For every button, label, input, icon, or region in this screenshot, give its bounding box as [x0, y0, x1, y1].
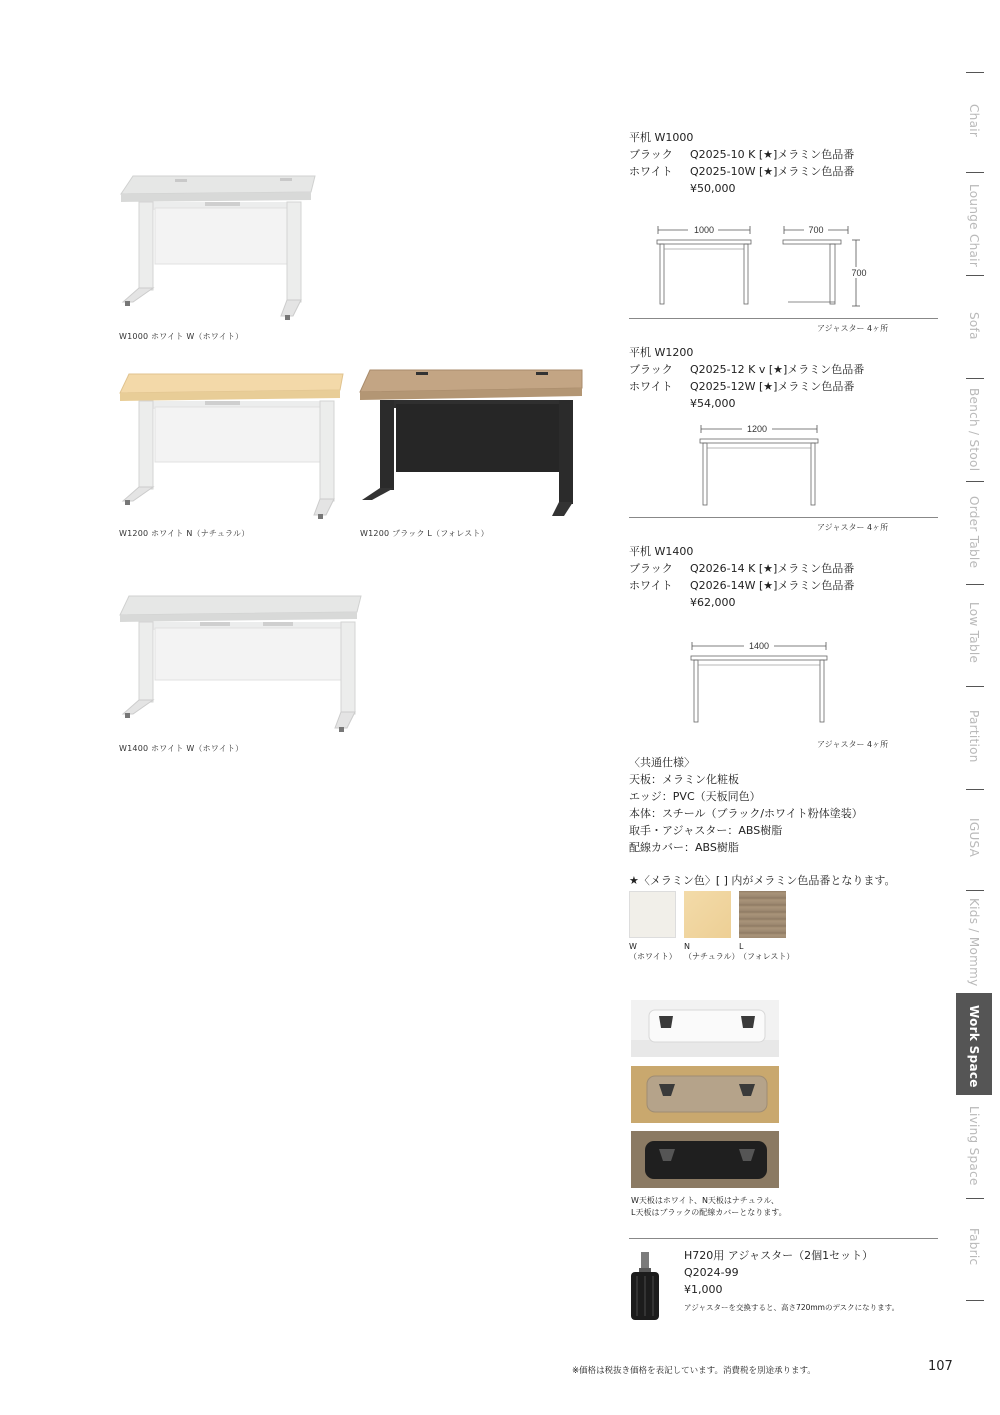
adjuster-note: アジャスター 4ヶ所 — [817, 324, 889, 333]
index-item-fabric[interactable] — [956, 1228, 992, 1272]
caption-w1200-forest: W1200 ブラック L（フォレスト） — [360, 529, 489, 538]
width-label: 1200 — [746, 424, 768, 434]
index-item-partition[interactable] — [956, 710, 992, 766]
color-label: ホワイト — [629, 380, 673, 393]
swatch-white — [629, 891, 676, 938]
caption-w1400-white: W1400 ホワイト W（ホワイト） — [119, 744, 244, 753]
index-separator — [966, 378, 984, 379]
index-label: Order Table — [967, 496, 981, 569]
index-label: Fabric — [967, 1228, 981, 1266]
height-label: 700 — [851, 268, 867, 278]
common-spec — [629, 754, 863, 856]
index-item-sofa[interactable] — [956, 312, 992, 344]
index-item-work-space[interactable] — [956, 993, 992, 1095]
index-item-igusa[interactable] — [956, 818, 992, 862]
index-item-chair[interactable] — [956, 104, 992, 144]
index-label: Chair — [967, 104, 981, 138]
dimension-drawing-w1200 — [695, 420, 825, 514]
common-spec-line: 本体：スチール（ブラック/ホワイト粉体塗装） — [629, 807, 863, 820]
index-label: Kids / Mommy — [967, 898, 981, 987]
cable-cover-note-line: L天板はブラックの配線カバーとなります。 — [631, 1208, 787, 1217]
divider — [629, 1238, 938, 1239]
index-separator — [966, 72, 984, 73]
index-item-order-table[interactable] — [956, 496, 992, 570]
divider — [629, 318, 938, 319]
index-separator — [966, 481, 984, 482]
index-label: IGUSA — [967, 818, 981, 858]
index-label: Work Space — [967, 1005, 981, 1088]
swatch-name: （ホワイト） — [629, 952, 677, 961]
swatch-label-natural — [684, 942, 740, 962]
product-price: ¥62,000 — [690, 596, 736, 609]
product-code: Q2025-10 K [★]メラミン色品番 — [690, 148, 855, 161]
melamine-title: ★〈メラミン色〉[ ] 内がメラミン色品番となります。 — [629, 874, 896, 887]
color-label: ホワイト — [629, 579, 673, 592]
spec-w1000 — [629, 129, 854, 197]
product-title: 平机 W1000 — [629, 131, 694, 144]
spec-row — [629, 146, 854, 163]
product-code: Q2025-10W [★]メラミン色品番 — [690, 165, 855, 178]
swatch-code: L — [739, 942, 744, 951]
spec-w1400 — [629, 543, 854, 611]
color-label: ブラック — [629, 148, 673, 161]
spec-row — [629, 378, 864, 395]
dimension-drawing-w1400 — [686, 637, 834, 731]
spec-w1200 — [629, 344, 864, 412]
index-item-living-space[interactable] — [956, 1106, 992, 1188]
desk-photo-w1200-forest — [356, 366, 588, 522]
index-separator — [966, 275, 984, 276]
swatch-natural — [684, 891, 731, 938]
caption-w1000-white: W1000 ホワイト W（ホワイト） — [119, 332, 244, 341]
spec-row — [629, 560, 854, 577]
cable-cover-white-photo — [631, 1000, 779, 1057]
desk-photo-w1200-natural — [115, 370, 347, 520]
common-spec-line: エッジ：PVC（天板同色） — [629, 790, 761, 803]
product-code: Q2026-14 K [★]メラミン色品番 — [690, 562, 855, 575]
common-spec-line: 取手・アジャスター：ABS樹脂 — [629, 824, 783, 837]
depth-label: 700 — [808, 225, 824, 235]
index-separator — [966, 789, 984, 790]
index-separator — [966, 1198, 984, 1199]
width-label: 1400 — [748, 641, 770, 651]
product-title: 平机 W1200 — [629, 346, 694, 359]
product-price: ¥54,000 — [690, 397, 736, 410]
swatch-name: （フォレスト） — [739, 952, 795, 961]
index-separator — [966, 1300, 984, 1301]
width-label: 1000 — [693, 225, 715, 235]
common-spec-line: 配線カバー：ABS樹脂 — [629, 841, 739, 854]
index-separator — [966, 686, 984, 687]
product-title: 平机 W1400 — [629, 545, 694, 558]
swatch-code: W — [629, 942, 637, 951]
spec-row — [629, 163, 854, 180]
cable-cover-natural-photo — [631, 1066, 779, 1123]
adjuster-note: アジャスター 4ヶ所 — [817, 740, 889, 749]
index-item-bench-stool[interactable] — [956, 388, 992, 474]
desk-photo-w1000-white — [115, 170, 320, 322]
adjuster-note-text: アジャスターを交換すると、高さ720mmのデスクになります。 — [684, 1303, 900, 1312]
common-spec-line: 天板：メラミン化粧板 — [629, 773, 739, 786]
spec-row — [629, 577, 854, 594]
product-price: ¥50,000 — [690, 182, 736, 195]
color-label: ブラック — [629, 562, 673, 575]
dimension-drawing-w1000 — [650, 222, 875, 314]
spec-row — [629, 361, 864, 378]
index-item-lounge-chair[interactable] — [956, 184, 992, 268]
adjuster-photo — [628, 1250, 662, 1324]
product-code: Q2025-12 K v [★]メラミン色品番 — [690, 363, 865, 376]
index-item-low-table[interactable] — [956, 602, 992, 666]
color-label: ブラック — [629, 363, 673, 376]
index-label: Lounge Chair — [967, 184, 981, 268]
product-code: Q2025-12W [★]メラミン色品番 — [690, 380, 855, 393]
adjuster-info — [684, 1247, 873, 1298]
adjuster-title: H720用 アジャスター（2個1セット） — [684, 1249, 874, 1262]
cable-cover-note-line: W天板はホワイト、N天板はナチュラル、 — [631, 1196, 779, 1205]
cable-cover-note — [631, 1195, 787, 1219]
index-separator — [966, 172, 984, 173]
product-code: Q2026-14W [★]メラミン色品番 — [690, 579, 855, 592]
footer-note: ※価格は税抜き価格を表記しています。消費税を別途承ります。 — [572, 1366, 816, 1376]
index-separator — [966, 584, 984, 585]
adjuster-note: アジャスター 4ヶ所 — [817, 523, 889, 532]
index-label: Sofa — [967, 312, 981, 340]
swatch-name: （ナチュラル） — [684, 952, 740, 961]
divider — [629, 517, 938, 518]
index-label: Low Table — [967, 602, 981, 664]
desk-photo-w1400-white — [115, 592, 365, 734]
color-label: ホワイト — [629, 165, 673, 178]
adjuster-code: Q2024-99 — [684, 1266, 739, 1279]
index-label: Bench / Stool — [967, 388, 981, 472]
index-label: Living Space — [967, 1106, 981, 1186]
index-label: Partition — [967, 710, 981, 763]
cable-cover-forest-photo — [631, 1131, 779, 1188]
swatch-forest — [739, 891, 786, 938]
index-separator — [966, 890, 984, 891]
index-item-kids-mommy[interactable] — [956, 898, 992, 986]
adjuster-price: ¥1,000 — [684, 1283, 723, 1296]
caption-w1200-natural: W1200 ホワイト N（ナチュラル） — [119, 529, 250, 538]
swatch-label-white — [629, 942, 677, 962]
swatch-label-forest — [739, 942, 794, 962]
swatch-code: N — [684, 942, 690, 951]
common-spec-heading: 〈共通仕様〉 — [629, 756, 695, 769]
page-number: 107 — [928, 1359, 953, 1374]
